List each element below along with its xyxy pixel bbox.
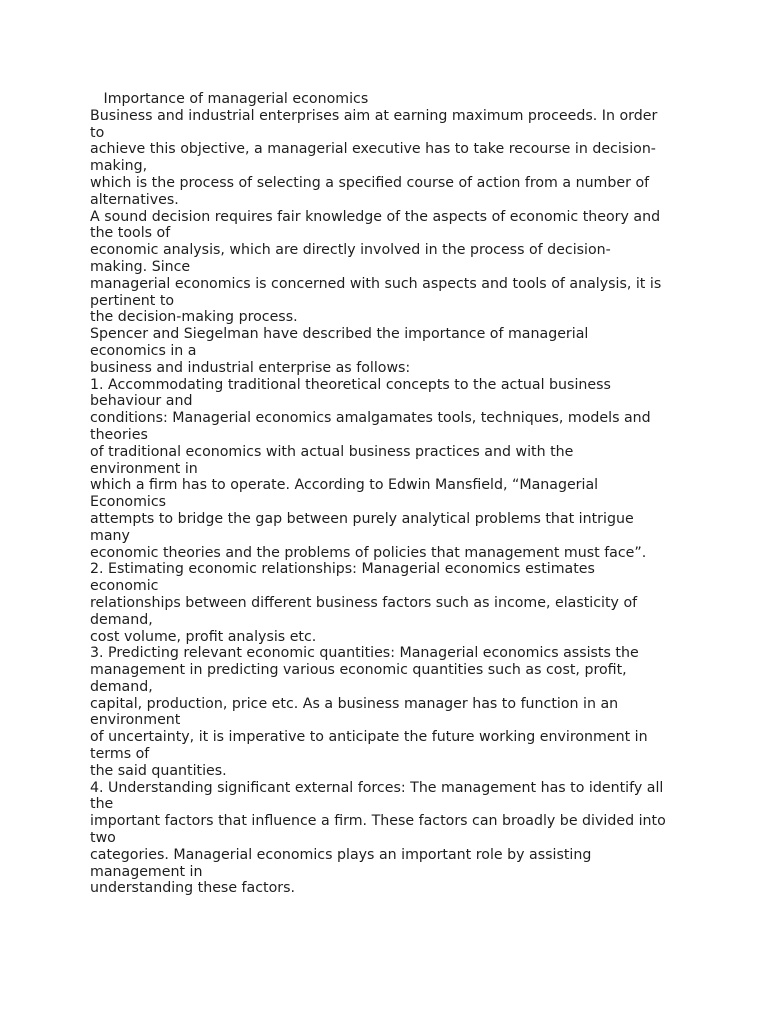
- text-line: achieve this objective, a managerial executive has to take recourse in decision-: [90, 141, 656, 158]
- text-line: many: [90, 527, 130, 544]
- text-line: conditions: Managerial economics amalgamates tools, techniques, models and: [90, 410, 651, 427]
- text-line: important factors that influence a firm. These factors can broadly be divided into: [90, 813, 666, 830]
- text-line: making. Since: [90, 258, 191, 275]
- text-line: the: [90, 796, 114, 813]
- text-line: alternatives.: [90, 191, 179, 208]
- text-line: cost volume, profit analysis etc.: [90, 628, 317, 645]
- text-line: two: [90, 830, 116, 847]
- text-line: economic: [90, 578, 159, 595]
- text-line: demand,: [90, 678, 153, 695]
- text-line: understanding these factors.: [90, 880, 296, 897]
- text-line: economics in a: [90, 342, 197, 359]
- text-line: 4. Understanding significant external forces: The management has to identify all: [90, 779, 664, 796]
- text-line: the tools of: [90, 225, 171, 242]
- text-line: which a firm has to operate. According to Edwin Mansfield, “Managerial: [90, 477, 599, 494]
- text-line: Economics: [90, 494, 167, 511]
- text-line: demand,: [90, 611, 153, 628]
- text-line: capital, production, price etc. As a business manager has to function in an: [90, 695, 619, 712]
- text-line: business and industrial enterprise as follows:: [90, 359, 411, 376]
- text-line: management in predicting various economic quantities such as cost, profit,: [90, 662, 627, 679]
- text-line: making,: [90, 158, 148, 175]
- text-line: environment: [90, 712, 181, 729]
- text-line: A sound decision requires fair knowledge of the aspects of economic theory and: [90, 208, 661, 225]
- text-line: behaviour and: [90, 393, 193, 410]
- text-line: theories: [90, 426, 148, 443]
- text-line: 2. Estimating economic relationships: Managerial economics estimates: [90, 561, 595, 578]
- text-line: of uncertainty, it is imperative to anticipate the future working environment in: [90, 729, 648, 746]
- text-line: of traditional economics with actual business practices and with the: [90, 443, 574, 460]
- document-body: [90, 91, 690, 897]
- document-title: Importance of managerial economics: [90, 91, 369, 107]
- text-line: attempts to bridge the gap between purely analytical problems that intrigue: [90, 510, 634, 527]
- text-line: to: [90, 124, 105, 141]
- text-line: which is the process of selecting a specified course of action from a number of: [90, 174, 650, 191]
- text-line: Business and industrial enterprises aim at earning maximum proceeds. In order: [90, 107, 658, 124]
- text-line: terms of: [90, 746, 150, 763]
- text-line: 1. Accommodating traditional theoretical concepts to the actual business: [90, 376, 611, 393]
- text-line: managerial economics is concerned with such aspects and tools of analysis, it is: [90, 275, 662, 292]
- text-line: environment in: [90, 460, 198, 477]
- text-line: economic theories and the problems of policies that management must face”.: [90, 544, 647, 561]
- text-line: categories. Managerial economics plays an important role by assisting: [90, 846, 592, 863]
- text-line: the decision-making process.: [90, 309, 298, 326]
- text-line: the said quantities.: [90, 762, 227, 779]
- text-line: relationships between different business factors such as income, elasticity of: [90, 594, 638, 611]
- text-line: economic analysis, which are directly involved in the process of decision-: [90, 242, 611, 259]
- text-line: 3. Predicting relevant economic quantities: Managerial economics assists the: [90, 645, 639, 662]
- text-line: management in: [90, 863, 203, 880]
- text-line: pertinent to: [90, 292, 175, 309]
- text-line: Spencer and Siegelman have described the importance of managerial: [90, 326, 589, 343]
